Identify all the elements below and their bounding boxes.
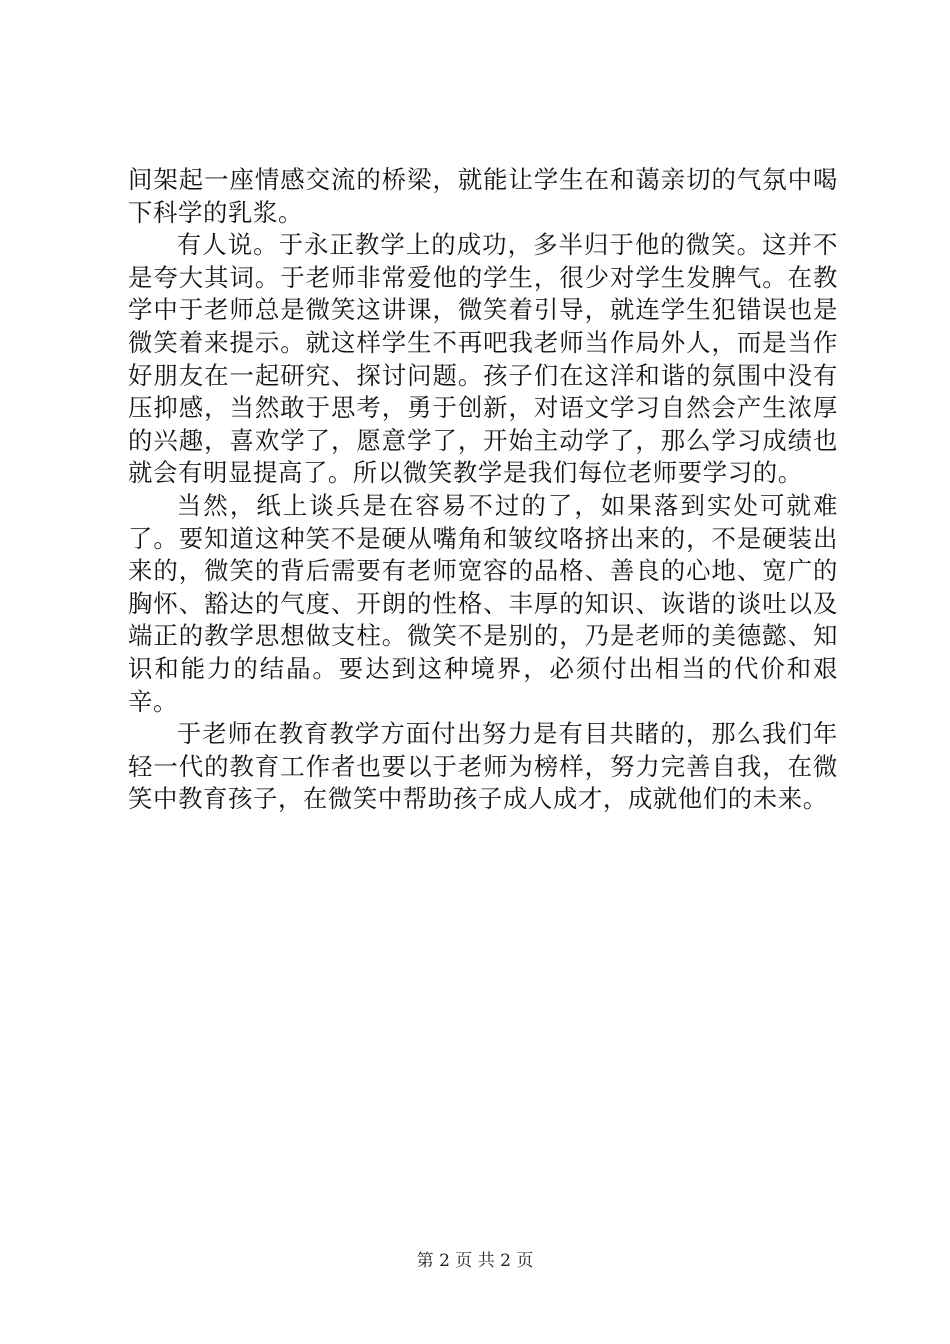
paragraph-2: 有人说。于永正教学上的成功，多半归于他的微笑。这并不是夸大其词。于老师非常爱他的学生，很少对学生发脾气。在教学中于老师总是微笑这讲课，微笑着引导，就连学生犯错误也是微笑着来提示。就这样学生不再吧我老师当作局外人，而是当作好朋友在一起研究、探讨问题。孩子们在这洋和谐的氛围中没有压抑感，当然敢于思考，勇于创新，对语文学习自然会产生浓厚的兴趣，喜欢学了，愿意学了，开始主动学了，那么学习成绩也就会有明显提高了。所以微笑教学是我们每位老师要学习的。 bbox=[128, 230, 838, 488]
page-number-footer: 第 2 页 共 2 页 bbox=[416, 1251, 534, 1271]
paragraph-1: 间架起一座情感交流的桥梁，就能让学生在和蔼亲切的气氛中喝下科学的乳浆。 bbox=[128, 165, 838, 227]
paragraph-3: 当然，纸上谈兵是在容易不过的了，如果落到实处可就难了。要知道这种笑不是硬从嘴角和皱纹咯挤出来的，不是硬装出来的，微笑的背后需要有老师宽容的品格、善良的心地、宽广的胸怀、豁达的气度、开朗的性格、丰厚的知识、诙谐的谈吐以及端正的教学思想做支柱。微笑不是别的，乃是老师的美德懿、知识和能力的结晶。要达到这种境界，必须付出相当的代价和艰辛。 bbox=[128, 490, 838, 716]
document-body bbox=[128, 164, 838, 816]
paragraph-4: 于老师在教育教学方面付出努力是有目共睹的，那么我们年轻一代的教育工作者也要以于老师为榜样，努力完善自我，在微笑中教育孩子，在微笑中帮助孩子成人成才，成就他们的未来。 bbox=[128, 719, 838, 814]
